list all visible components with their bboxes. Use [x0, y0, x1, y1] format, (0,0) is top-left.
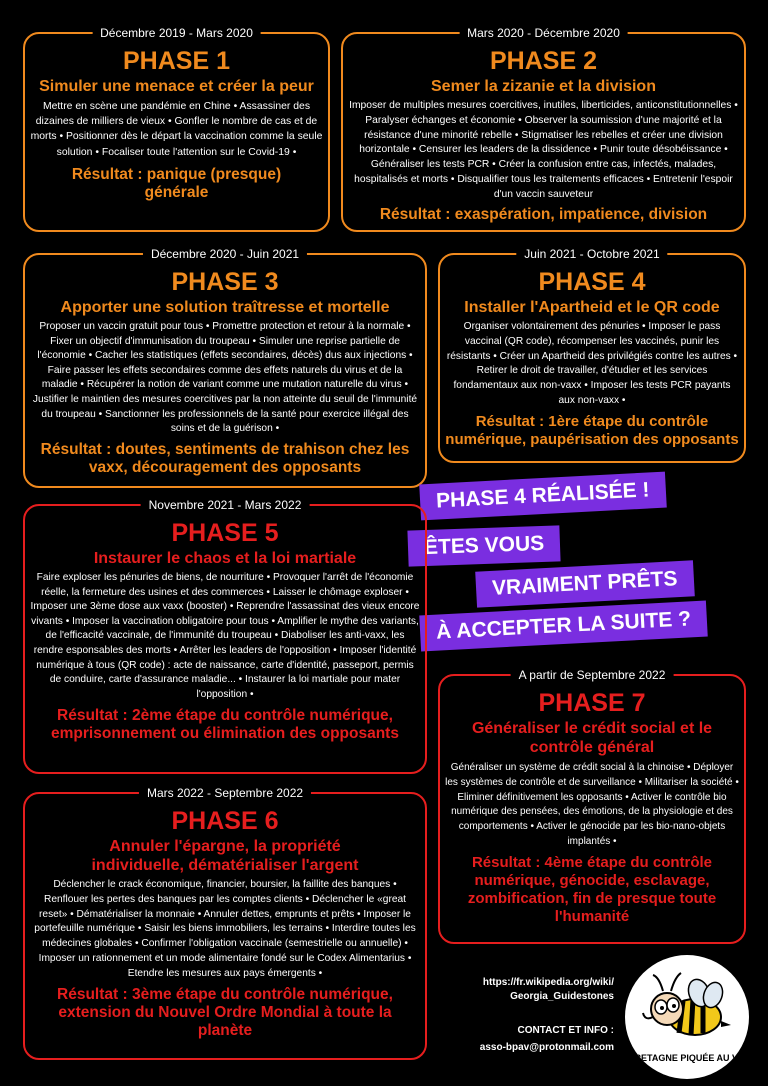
phase-1-result: Résultat : panique (presque) générale: [71, 165, 282, 201]
banner-really-ready: VRAIMENT PRÊTS: [475, 560, 694, 607]
contact-label: CONTACT ET INFO :: [517, 1025, 614, 1036]
phase-3-date: Décembre 2020 - Juin 2021: [143, 245, 307, 263]
phase-4-subtitle: Installer l'Apartheid et le QR code: [464, 299, 720, 316]
phase-5-date: Novembre 2021 - Mars 2022: [141, 496, 310, 514]
banner-phase4-done: PHASE 4 RÉALISÉE !: [419, 472, 666, 521]
wikipedia-link[interactable]: [440, 976, 614, 1004]
phase-7-subtitle: Généraliser le crédit social et le contrôle général: [471, 720, 713, 756]
phase-3-result: Résultat : doutes, sentiments de trahison chez les vaxx, découragement des opposants: [40, 440, 410, 476]
phase-5-card: [23, 498, 427, 774]
phase-6-result: Résultat : 3ème étape du contrôle numérique, extension du Nouvel Ordre Mondial à toute la planète: [57, 985, 393, 1039]
phase-5-result: Résultat : 2ème étape du contrôle numérique, emprisonnement ou élimination des opposants: [51, 707, 399, 743]
phase-6-body: Déclencher le crack économique, financier, boursier, la faillite des banques • Renflouer les pertes des banques par les comptes clients • Déclencher le «great reset» • Dématérialiser la monnaie • Annuler dettes, emprunts et prêts • Imposer le portefeuille numérique • Saisir les biens immobiliers, les terrains • Interdire toutes les médecines globales • Confirmer l'obligation vaccinale (semestrielle ou annuelle) • Imposer un rationnement et un mode alimentaire fondé sur le Codex Alimentarius • Etendre les mesures aux pays émergents •: [34, 879, 416, 979]
phase-4-date: Juin 2021 - Octobre 2021: [516, 245, 667, 263]
phase-5-body: Faire exploser les pénuries de biens, de nourriture • Provoquer l'arrêt de l'économie réelle, la fermeture des usines et des commerces • Laisser le chômage exploser • Imposer une 3ème dose aux vaxx (booster) • Reprendre l'assassinat des vieux encore vivants • Imposer la vaccination obligatoire pour tous • Amplifier le mythe des variants, de l'efficacité vaccinale, de l'immunité du troupeau • Diaboliser les anti-vaxx, les rendre esponsables des morts • Arrêter les leaders de l'opposition • Imposer l'identité numérique à tous (QR code) : acte de naissance, carte d'identité, passeport, permis de conduire, carte d'assurance maladie... • Instaurer la loi martiale pour mater l'opposition •: [30, 572, 420, 700]
phase-2-date: Mars 2020 - Décembre 2020: [459, 24, 628, 42]
phase-3-card: [23, 247, 427, 488]
banner-are-you: ÊTES VOUS: [407, 525, 560, 566]
contact-email[interactable]: asso-bpav@protonmail.com: [479, 1042, 614, 1053]
contact-info: [440, 1024, 614, 1055]
wikipedia-link-line2: Georgia_Guidestones: [510, 991, 614, 1002]
phase-2-result: Résultat : exaspération, impatience, division: [379, 205, 708, 223]
phase-6-subtitle: Annuler l'épargne, la propriété individuelle, dématérialiser l'argent: [91, 838, 359, 874]
phase-1-card: [23, 26, 330, 232]
phase-1-subtitle: Simuler une menace et créer la peur: [39, 78, 314, 95]
phase-4-body: Organiser volontairement des pénuries • Imposer le pass vaccinal (QR code), récompenser les vaccinés, punir les résistants • Créer un Apartheid des privilégiés contre les autres • Retirer le droit de travailler, d'étudier et les services fondamentaux aux non-vaxx • Imposer les tests PCR payants aux non-vaxx •: [446, 321, 738, 406]
wikipedia-link-line1: https://fr.wikipedia.org/wiki/: [482, 977, 614, 988]
phase-7-body: Généraliser un système de crédit social à la chinoise • Déployer les systèmes de contrôle et de surveillance • Militariser la société • Eliminer définitivement les opposants • Activer le contrôle bio numérique des pensées, des émotions, de la physiologie et des comportements • Activer le génocide par les bio-nano-objets implantés •: [445, 762, 739, 847]
phase-2-subtitle: Semer la zizanie et la division: [431, 78, 656, 95]
phase-3-body: Proposer un vaccin gratuit pour tous • Promettre protection et retour à la normale • Fixer un objectif d'immunisation du troupeau • Simuler une reprise partielle de l'économie • Cacher les statistiques (effets secondaires, décès) dus aux injections • Faire passer les effets secondaires comme des effets naturels du virus et de la maladie • Récupérer la notion de variant comme une mutation naturelle du virus • Justifier le maintien des mesures coercitives par la non atteinte du seuil de l'immunité du troupeau • Sanctionner les professionnels de la santé pour exercice illégal des soins et de la guérison •: [32, 321, 418, 435]
logo-text: BRETAGNE PIQUÉE AU VIF: [627, 1053, 746, 1063]
phase-7-result: Résultat : 4ème étape du contrôle numérique, génocide, esclavage, zombification, fin de presque toute l'humanité: [467, 853, 717, 925]
phase-1-body: Mettre en scène une pandémie en Chine • Assassiner des dizaines de milliers de vieux • Gonfler le nombre de cas et de morts • Positionner dès le départ la vaccination comme la seule solution • Focaliser toute l'attention sur le Covid-19 •: [30, 101, 323, 158]
bretagne-piquee-logo: [625, 955, 749, 1079]
phase-2-title: PHASE 2: [490, 47, 597, 75]
phase-1-title: PHASE 1: [123, 47, 230, 75]
phase-5-title: PHASE 5: [171, 519, 279, 547]
phase-6-card: [23, 786, 427, 1060]
phase-2-body: Imposer de multiples mesures coercitives, inutiles, liberticides, anticonstitutionnelles • Paralyser échanges et économie • Observer la soumission d'une majorité et la résistance d'une minorité rebelle • Stigmatiser les rebelles et créer une division horizontale • Censurer les leaders de la dissidence • Punir toute désobéissance • Généraliser les tests PCR • Créer la confusion entre cas, infectés, malades, hospitalisés et morts • Disqualifier tous les traitements efficaces • Entretenir l'espoir d'un vaccin sauveteur: [349, 100, 738, 200]
phase-7-date: A partir de Septembre 2022: [511, 666, 674, 684]
phase-4-title: PHASE 4: [538, 268, 646, 296]
phase-7-card: [438, 668, 746, 944]
phase-3-title: PHASE 3: [171, 268, 279, 296]
phase-6-date: Mars 2022 - Septembre 2022: [139, 784, 311, 802]
phase-4-result: Résultat : 1ère étape du contrôle numérique, paupérisation des opposants: [445, 412, 739, 448]
phase-4-card: [438, 247, 746, 463]
phase-1-date: Décembre 2019 - Mars 2020: [92, 24, 261, 42]
phase-2-card: [341, 26, 746, 232]
phase-6-title: PHASE 6: [171, 807, 279, 835]
banner-accept-next: À ACCEPTER LA SUITE ?: [419, 601, 708, 652]
phase-7-title: PHASE 7: [538, 689, 646, 717]
phase-5-subtitle: Instaurer le chaos et la loi martiale: [93, 550, 357, 567]
phase-3-subtitle: Apporter une solution traîtresse et mortelle: [60, 299, 390, 316]
